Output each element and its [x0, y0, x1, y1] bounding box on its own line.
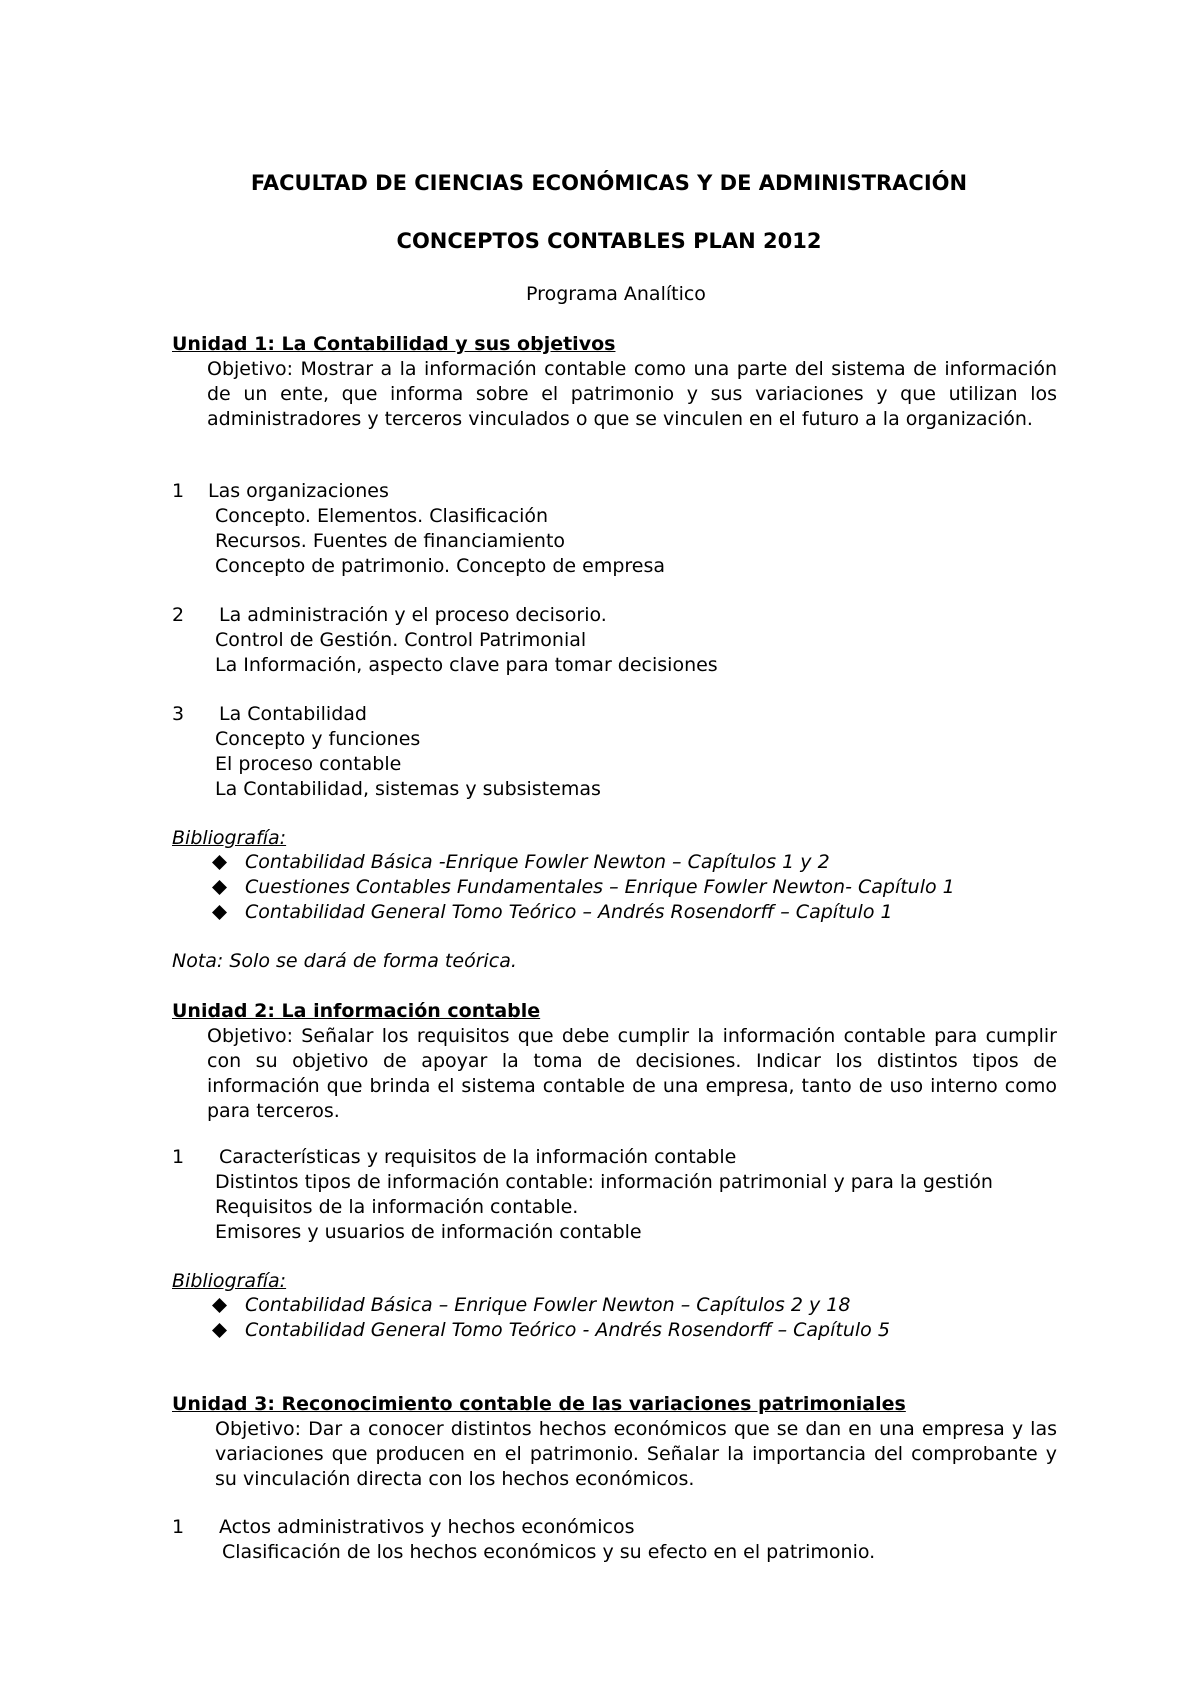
program-subtitle: Programa Analítico	[526, 283, 706, 305]
diamond-bullet-icon	[212, 880, 227, 895]
unit1-section1-number: 1	[172, 480, 185, 502]
unit1-section3-item: El proceso contable	[215, 753, 402, 775]
unit1-section3-title: La Contabilidad	[219, 703, 367, 725]
unit1-section2-title: La administración y el proceso decisorio.	[219, 604, 607, 626]
unit3-section1-number: 1	[172, 1516, 185, 1538]
unit1-bibliography-entry: Cuestiones Contables Fundamentales – Enrique Fowler Newton- Capítulo 1	[245, 876, 955, 898]
unit1-section1-item: Recursos. Fuentes de financiamiento	[215, 530, 566, 552]
unit2-section1-item: Distintos tipos de información contable: información patrimonial y para la gestión	[215, 1171, 993, 1193]
unit1-bibliography-label: Bibliografía:	[172, 827, 287, 849]
unit1-section2-number: 2	[172, 604, 185, 626]
unit3-section1-title: Actos administrativos y hechos económicos	[219, 1516, 635, 1538]
unit1-bibliography-entry: Contabilidad Básica -Enrique Fowler Newton – Capítulos 1 y 2	[245, 851, 830, 873]
unit2-section1-item: Requisitos de la información contable.	[215, 1196, 579, 1218]
unit2-section1-title: Características y requisitos de la información contable	[219, 1146, 737, 1168]
unit2-bibliography-label: Bibliografía:	[172, 1270, 287, 1292]
unit2-section1-number: 1	[172, 1146, 185, 1168]
diamond-bullet-icon	[212, 1298, 227, 1313]
unit1-note: Nota: Solo se dará de forma teórica.	[172, 950, 517, 972]
unit2-objective: Objetivo: Señalar los requisitos que debe cumplir la información contable para cumplir con su objetivo de apoyar la toma de decisiones. Indicar los distintos tipos de información que brinda el sistema contable de una empresa, tanto de uso interno como para terceros.	[207, 1025, 1057, 1122]
diamond-bullet-icon	[212, 905, 227, 920]
faculty-title: FACULTAD DE CIENCIAS ECONÓMICAS Y DE ADMINISTRACIÓN	[250, 171, 968, 195]
unit1-section3-item: Concepto y funciones	[215, 728, 421, 750]
unit2-section1-item: Emisores y usuarios de información contable	[215, 1221, 642, 1243]
diamond-bullet-icon	[212, 1323, 227, 1338]
unit2-bibliography-entry: Contabilidad General Tomo Teórico - Andrés Rosendorff – Capítulo 5	[245, 1319, 890, 1341]
unit1-section2-item: La Información, aspecto clave para tomar decisiones	[215, 654, 718, 676]
unit3-section1-item: Clasificación de los hechos económicos y su efecto en el patrimonio.	[222, 1541, 876, 1563]
unit1-title: Unidad 1: La Contabilidad y sus objetivos	[172, 333, 616, 355]
unit1-section3-number: 3	[172, 703, 185, 725]
unit1-bibliography-entry: Contabilidad General Tomo Teórico – Andrés Rosendorff – Capítulo 1	[245, 901, 893, 923]
diamond-bullet-icon	[212, 855, 227, 870]
unit1-section2-item: Control de Gestión. Control Patrimonial	[215, 629, 587, 651]
unit1-objective: Objetivo: Mostrar a la información contable como una parte del sistema de información de un ente, que informa sobre el patrimonio y sus variaciones y que utilizan los administradores y terceros vinculados o que se vinculen en el futuro a la organización.	[207, 358, 1057, 430]
unit1-section1-item: Concepto. Elementos. Clasificación	[215, 505, 549, 527]
unit3-objective: Objetivo: Dar a conocer distintos hechos económicos que se dan en una empresa y las variaciones que producen en el patrimonio. Señalar la importancia del comprobante y su vinculación directa con los hechos económicos.	[215, 1418, 1057, 1490]
unit1-section1-title: Las organizaciones	[208, 480, 389, 502]
course-title: CONCEPTOS CONTABLES PLAN 2012	[396, 229, 822, 253]
unit2-bibliography-entry: Contabilidad Básica – Enrique Fowler Newton – Capítulos 2 y 18	[245, 1294, 851, 1316]
unit1-section3-item: La Contabilidad, sistemas y subsistemas	[215, 778, 601, 800]
unit3-title: Unidad 3: Reconocimiento contable de las variaciones patrimoniales	[172, 1393, 906, 1415]
unit2-title: Unidad 2: La información contable	[172, 1000, 541, 1022]
unit1-section1-item: Concepto de patrimonio. Concepto de empresa	[215, 555, 666, 577]
